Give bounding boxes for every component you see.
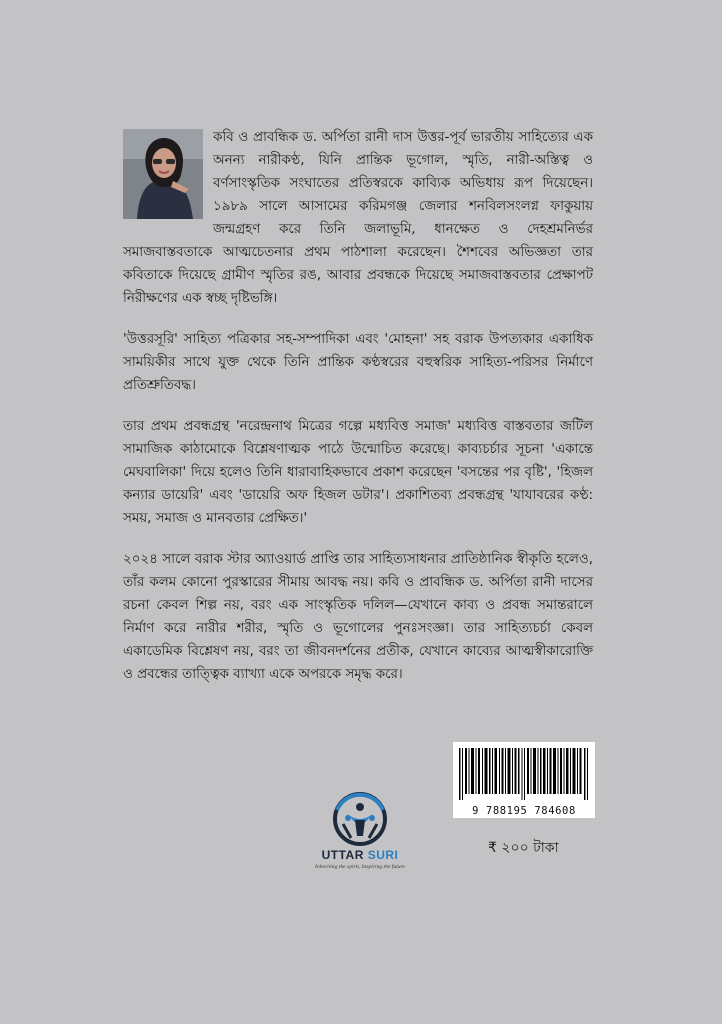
isbn-number: 9 788195 784608: [472, 805, 576, 817]
publisher-name-part2: SURI: [367, 848, 399, 862]
blurb-paragraph-2: 'উত্তরসূরি' সাহিত্য পত্রিকার সহ-সম্পাদিকা এবং 'মোহনা' সহ বরাক উপত্যকার একাধিক সাময়িকীর সাথে যুক্ত থেকে তিনি প্রান্তিক কণ্ঠস্বরের বহুস্বরিক সাহিত্য-পরিসর নির্মাণে প্রতিশ্রুতিবদ্ধ।: [123, 332, 593, 393]
blurb-paragraph-3: তার প্রথম প্রবন্ধগ্রন্থ 'নরেন্দ্রনাথ মিত্রের গল্পে মধ্যবিত্ত সমাজ' মধ্যবিত্ত বাস্তবতার জটিল সামাজিক কাঠামোকে বিশ্লেষণাত্মক পাঠে উন্মোচিত করেছে। কাব্যচর্চার সূচনা 'একান্তে মেঘবালিকা' দিয়ে হলেও তিনি ধারাবাহিকভাবে প্রকাশ করেছেন 'বসন্তের পর বৃষ্টি', 'হিজল কন্যার ডায়েরি' এবং 'ডায়েরি অফ হিজল ডটার'। প্রকাশিতব্য প্রবন্ধগ্রন্থ 'যাযাবরের কণ্ঠ: সময়, সমাজ ও মানবতার প্রেক্ষিত।': [123, 419, 593, 526]
blurb: [123, 126, 593, 704]
publisher-name-part1: UTTAR: [321, 848, 368, 862]
blurb-paragraph-4: ২০২৪ সালে বরাক স্টার অ্যাওয়ার্ড প্রাপ্তি তার সাহিত্যসাধনার প্রাতিষ্ঠানিক স্বীকৃতি হলেও, তাঁর কলম কোনো পুরস্কারের সীমায় আবদ্ধ নয়। কবি ও প্রাবন্ধিক ড. অর্পিতা রানী দাসের রচনা কেবল শিল্প নয়, বরং এক সাংস্কৃতিক দলিল—যেখানে কাব্য ও প্রবন্ধ সমান্তরালে নির্মাণ করে নারীর শরীর, স্মৃতি ও ভূগোলের পুনঃসংজ্ঞা। তার সাহিত্যচর্চা কেবল একাডেমিক বিশ্লেষণ নয়, বরং তা জীবনদর্শনের প্রতীক, যেখানে কাব্যের আত্মস্বীকারোক্তি ও প্রবন্ধের তাত্ত্বিক ব্যাখ্যা একে অপরকে সমৃদ্ধ করে।: [123, 552, 593, 682]
publisher-logo: [308, 790, 412, 880]
publisher-tagline: Inheriting the spirit, Inspiring the future: [315, 864, 405, 870]
blurb-paragraph-1: [123, 126, 593, 310]
price-label: ₹ ২০০ টাকা: [488, 840, 559, 856]
isbn-barcode: [453, 742, 595, 818]
blurb-paragraph-1-text: কবি ও প্রাবন্ধিক ড. অর্পিতা রানী দাস উত্তর-পূর্ব ভারতীয় সাহিত্যের এক অনন্য নারীকণ্ঠ, যিনি প্রান্তিক ভূগোল, স্মৃতি, নারী-অস্তিত্ব ও বর্ণসাংস্কৃতিক সংঘাতের প্রতিস্বরকে কাব্যিক অভিধায় রূপ দিয়েছেন। ১৯৮৯ সালে আসামের করিমগঞ্জ জেলার শনবিলসংলগ্ন ফাকুয়ায় জন্মগ্রহণ করে তিনি জলাভূমি, ধানক্ষেত ও দেহশ্রমনির্ভর সমাজবাস্তবতাকে আত্মচেতনার প্রথম পাঠশালা করেছেন। শৈশবের অভিজ্ঞতা তার কবিতাকে দিয়েছে গ্রামীণ স্মৃতির রঙ, আবার প্রবন্ধকে দিয়েছে সমাজবাস্তবতার প্রেক্ষাপট নিরীক্ষণের এক স্বচ্ছ দৃষ্টিভঙ্গি।: [123, 130, 593, 306]
author-photo: [123, 129, 203, 219]
publisher-name: [308, 848, 412, 862]
publisher-logo-icon: [321, 790, 399, 848]
